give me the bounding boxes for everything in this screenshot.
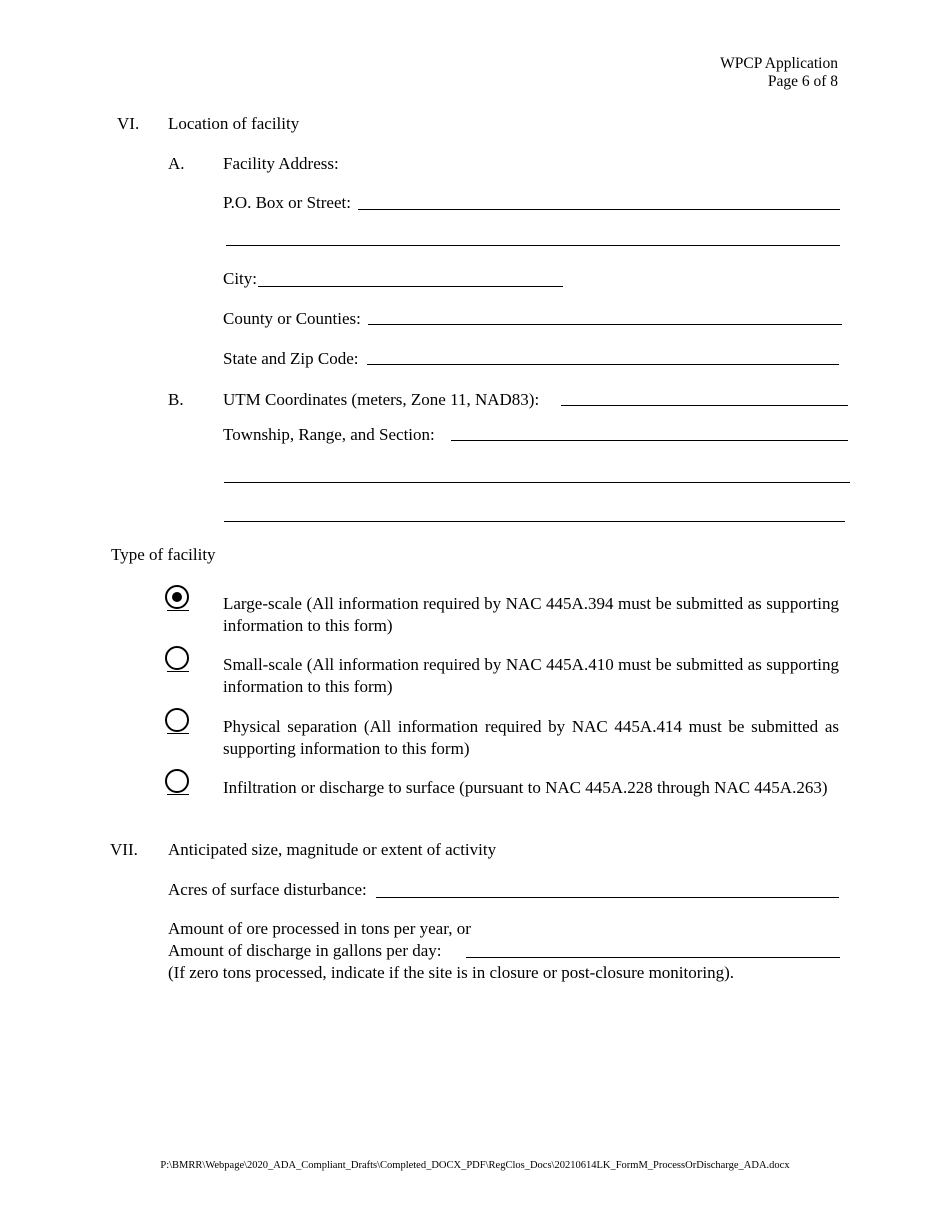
county-label: County or Counties: bbox=[223, 309, 361, 328]
header-form-name: WPCP Application bbox=[720, 55, 838, 72]
radio-underline bbox=[167, 794, 189, 795]
section-vi-numeral: VI. bbox=[117, 114, 140, 133]
city-label: City: bbox=[223, 269, 258, 288]
radio-label-small-scale: Small-scale (All information required by NAC 445A.410 must be submitted as supporting information to this form) bbox=[223, 655, 839, 696]
radio-underline bbox=[167, 610, 189, 611]
radio-label-large-scale: Large-scale (All information required by NAC 445A.394 must be submitted as supporting information to this form) bbox=[223, 594, 839, 635]
trs-field-line-2[interactable] bbox=[224, 482, 850, 483]
radio-underline bbox=[167, 671, 189, 672]
section-vi-title: Location of facility bbox=[168, 114, 300, 133]
discharge-label: Amount of discharge in gallons per day: bbox=[168, 941, 442, 960]
header-page-number: Page 6 of 8 bbox=[767, 73, 838, 90]
radio-infiltration[interactable] bbox=[165, 769, 189, 793]
radio-label-infiltration: Infiltration or discharge to surface (pursuant to NAC 445A.228 through NAC 445A.263) bbox=[223, 778, 828, 797]
radio-label-physical-separation: Physical separation (All information required by NAC 445A.414 must be submitted as supporting information to this form) bbox=[223, 717, 839, 758]
facility-address-heading: Facility Address: bbox=[223, 154, 339, 173]
closure-note: (If zero tons processed, indicate if the site is in closure or post-closure monitoring). bbox=[168, 963, 735, 982]
trs-field[interactable] bbox=[451, 440, 848, 441]
ore-processed-label: Amount of ore processed in tons per year, or bbox=[168, 919, 471, 938]
radio-small-scale[interactable] bbox=[165, 646, 189, 670]
state-zip-label: State and Zip Code: bbox=[223, 349, 359, 368]
street-field[interactable] bbox=[358, 209, 840, 210]
county-field[interactable] bbox=[368, 324, 842, 325]
acres-label: Acres of surface disturbance: bbox=[168, 880, 367, 899]
file-path-footer: P:\BMRR\Webpage\2020_ADA_Compliant_Drafts\Completed_DOCX_PDF\RegClos_Docs\20210614LK_FormM_ProcessOrDischarge_ADA.docx bbox=[160, 1160, 790, 1171]
discharge-field[interactable] bbox=[466, 957, 840, 958]
acres-field[interactable] bbox=[376, 897, 839, 898]
street-label: P.O. Box or Street: bbox=[223, 193, 351, 212]
facility-type-heading: Type of facility bbox=[111, 545, 216, 564]
subsection-a-letter: A. bbox=[168, 154, 185, 173]
page-header bbox=[720, 55, 838, 91]
city-field[interactable] bbox=[258, 286, 563, 287]
subsection-b-letter: B. bbox=[168, 390, 184, 409]
section-vii-title: Anticipated size, magnitude or extent of activity bbox=[168, 840, 497, 859]
trs-field-line-3[interactable] bbox=[224, 521, 845, 522]
radio-large-scale[interactable] bbox=[165, 585, 189, 609]
radio-underline bbox=[167, 733, 189, 734]
utm-label: UTM Coordinates (meters, Zone 11, NAD83): bbox=[223, 390, 540, 409]
trs-label: Township, Range, and Section: bbox=[223, 425, 435, 444]
radio-physical-separation[interactable] bbox=[165, 708, 189, 732]
street-field-line-2[interactable] bbox=[226, 245, 840, 246]
radio-selected-dot bbox=[172, 592, 182, 602]
section-vii-numeral: VII. bbox=[110, 840, 138, 859]
utm-field[interactable] bbox=[561, 405, 848, 406]
state-zip-field[interactable] bbox=[367, 364, 839, 365]
